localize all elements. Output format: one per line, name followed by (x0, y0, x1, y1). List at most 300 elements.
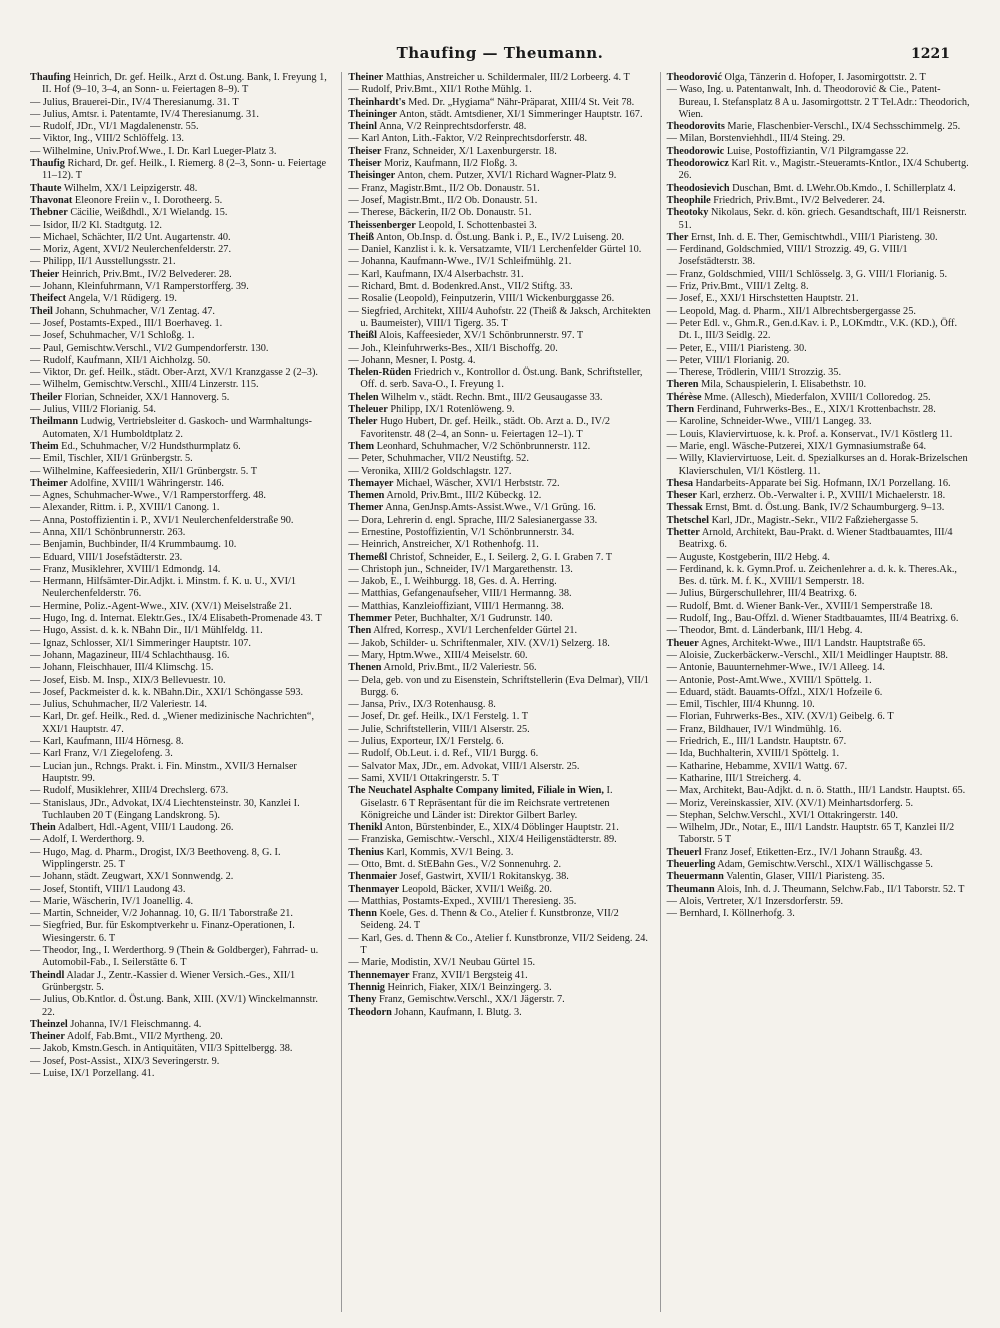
entry-details: Heinrich, Fiaker, XIX/1 Beinzingerg. 3. (384, 981, 552, 993)
directory-entry (30, 109, 333, 121)
entry-details: — Julius, Bürgerschullehrer, III/4 Beatrixg. 6. (666, 588, 857, 600)
entry-details: — Theodor, Ing., I. Werderthorg. 9 (Thein & Goldberger), Fahrrad- u. Automobil-Fab., I. Seilerstätte 6. T (30, 945, 319, 969)
entry-details: Alfred, Korresp., XVI/1 Lerchenfelder Gürtel 21. (371, 625, 578, 637)
entry-details: Arnold, Priv.Bmt., II/2 Valeriestr. 56. (381, 662, 537, 674)
directory-entry (348, 552, 651, 564)
entry-details: — Franz, Goldschmied, VIII/1 Schlösselg. 3, G. VIII/1 Florianig. 5. (666, 268, 948, 280)
entry-surname: Thebner (30, 207, 68, 219)
directory-entry (667, 207, 970, 232)
directory-entry (30, 379, 333, 391)
directory-entry (348, 724, 651, 736)
entry-details: — Theodor, Bmt. d. Länderbank, III/1 Hebg. 4. (666, 625, 863, 637)
directory-entry (30, 638, 333, 650)
entry-details: — Otto, Bmt. d. StEBahn Ges., V/2 Sonnenuhrg. 2. (348, 859, 562, 870)
directory-entry (348, 109, 651, 121)
entry-details: Handarbeits-Apparate bei Sig. Hofmann, IX/1 Porzellang. 16. (692, 477, 951, 489)
directory-entry (30, 466, 333, 478)
entry-details: — Josef, Dr. gef. Heilk., IX/1 Ferstelg. 1. T (348, 711, 529, 723)
entry-details: — Peter, Schuhmacher, VII/2 Neustiftg. 52. (348, 453, 529, 465)
directory-entry (348, 675, 651, 700)
directory-entry (667, 121, 970, 133)
entry-details: Mme. (Allesch), Miederfalon, XVIII/1 Colloredog. 25. (701, 391, 931, 403)
entry-details: Anton, Bürstenbinder, E., XIX/4 Döblinger Hauptstr. 21. (382, 822, 619, 834)
directory-entry (667, 232, 970, 244)
entry-surname: Thetter (666, 526, 700, 538)
directory-entry (30, 822, 333, 834)
directory-entry (348, 330, 651, 342)
directory-entry (30, 244, 333, 256)
entry-details: Karl Rit. v., Magistr.-Steueramts-Kntlor., IX/4 Schubertg. 26. (678, 158, 969, 182)
directory-entry (348, 502, 651, 514)
directory-entry (667, 441, 970, 453)
directory-entry (667, 724, 970, 736)
entry-surname: Themen (348, 490, 385, 502)
directory-entry (30, 72, 333, 97)
entry-details: — Christoph jun., Schneider, IV/1 Margarethenstr. 13. (348, 563, 573, 575)
directory-entry (667, 379, 970, 391)
directory-entry (348, 896, 651, 908)
entry-details: — Peter, E., VIII/1 Piaristeng. 30. (666, 342, 807, 354)
directory-entry (348, 601, 651, 613)
directory-entry (348, 847, 651, 859)
entry-surname: Theiner (348, 72, 384, 83)
entry-details: — Rudolf, Priv.Bmt., XII/1 Rothe Mühlg. 1. (348, 84, 532, 96)
directory-entry (348, 355, 651, 367)
directory-entry (348, 97, 651, 109)
entry-surname: Ther (666, 231, 689, 243)
entry-details: Aladar J., Zentr.-Kassier d. Wiener Versich.-Ges., XII/1 Grünbergstr. 5. (42, 969, 296, 993)
directory-entry (30, 293, 333, 305)
entry-details: — Philipp, II/1 Ausstellungsstr. 21. (30, 256, 176, 268)
entry-details: — Ida, Buchhalterin, XVIII/1 Spöttelg. 1. (666, 748, 840, 760)
directory-entry (348, 638, 651, 650)
directory-entry (30, 269, 333, 281)
entry-details: — Josef, Post-Assist., XIX/3 Severingerstr. 9. (30, 1055, 220, 1067)
directory-entry (348, 650, 651, 662)
directory-entry (30, 687, 333, 699)
entry-details: Franz Josef, Etiketten-Erz., IV/1 Johann Straußg. 43. (701, 846, 923, 858)
entry-details: — Jakob, Schilder- u. Schriftenmaler, XIV. (XV/1) Selzerg. 18. (348, 637, 610, 649)
entry-surname: Thenikl (348, 822, 383, 834)
directory-entry (348, 232, 651, 244)
entry-details: Karl, erzherz. Ob.-Verwalter i. P., XVIII/1 Michaelerstr. 18. (696, 490, 946, 502)
entry-surname: Theodorn (348, 1006, 392, 1018)
directory-entry (348, 490, 651, 502)
entry-details: Philipp, IX/1 Rotenlöweng. 9. (387, 404, 515, 416)
entry-surname: Theuer (666, 637, 699, 649)
entry-details: Heinrich, Priv.Bmt., IV/2 Belvederег. 28. (59, 268, 232, 280)
directory-entry (30, 1031, 333, 1043)
directory-entry (667, 588, 970, 600)
entry-surname: Theinzel (30, 1018, 68, 1030)
directory-entry (667, 367, 970, 379)
directory-entry (30, 392, 333, 404)
entry-details: — Mary, Hptm.Wwe., XIII/4 Meiselstr. 60. (348, 649, 528, 661)
entry-details: — Daniel, Kanzlist i. k. k. Versatzamte, VII/1 Lerchenfelder Gürtel 10. (348, 244, 642, 256)
entry-details: Florian, Schneider, XX/1 Hannoverg. 5. (62, 391, 230, 403)
entry-details: — Marie, engl. Wäsche-Putzerei, XIX/1 Gymnasiumstraße 64. (666, 440, 927, 452)
directory-entry (667, 343, 970, 355)
directory-entry (348, 170, 651, 182)
entry-details: Arnold, Architekt, Bau-Prakt. d. Wiener Stadtbauamtes, III/4 Beatrixg. 6. (678, 526, 953, 551)
entry-details: — Wilhelm, Gemischtw.Verschl., XIII/4 Linzerstr. 115. (30, 379, 259, 391)
entry-surname: Them (348, 440, 375, 452)
directory-entry (348, 441, 651, 453)
entry-surname: Theier (30, 268, 60, 280)
entry-details: Angela, V/1 Rüdigerg. 19. (66, 293, 177, 305)
entry-details: Arnold, Priv.Bmt., III/2 Kübeckg. 12. (384, 490, 542, 502)
entry-details: — Peter Edl. v., Ghm.R., Gen.d.Kav. i. P., LOKmdtr., V.K. (KD.), Öff. Dt. I., III/3 Seidlg. 22. (666, 317, 958, 342)
entry-details: — Julius, Amtsr. i. Patentamte, IV/4 Theresianumg. 31. (30, 108, 259, 120)
directory-entry (667, 884, 970, 896)
entry-surname: Theren (666, 379, 699, 391)
entry-details: — Karl Anton, Lith.-Faktor, V/2 Reinprechtsdorferstr. 48. (348, 133, 588, 145)
directory-entry (348, 785, 651, 822)
entry-details: Adolf, Fab.Bmt., VII/2 Myrtheng. 20. (64, 1031, 223, 1043)
directory-entry (667, 773, 970, 785)
entry-details: — Eduard, VIII/1 Josefstädterstr. 23. (30, 551, 183, 563)
directory-entry (348, 207, 651, 219)
directory-entry (667, 650, 970, 662)
directory-entry (667, 429, 970, 441)
entry-surname: Theodosievich (666, 182, 730, 194)
directory-entry (667, 798, 970, 810)
entry-details: — Sami, XVII/1 Ottakringerstr. 5. T (348, 772, 499, 784)
entry-details: — Karl, Kaufmann, III/4 Hörnesg. 8. (30, 736, 184, 748)
directory-entry (30, 613, 333, 625)
directory-entry (348, 994, 651, 1006)
directory-entry (348, 1007, 651, 1019)
entry-details: Karl, JDr., Magistr.-Sekr., VII/2 Faßziehergasse 5. (709, 514, 919, 526)
entry-details: — Johann, Mesner, I. Postg. 4. (348, 354, 476, 366)
directory-entry (667, 748, 970, 760)
directory-entry (348, 343, 651, 355)
directory-entry (348, 748, 651, 760)
entry-surname: Theininger (348, 108, 397, 120)
directory-entry (348, 662, 651, 674)
column-right (660, 72, 970, 1312)
directory-entry (667, 896, 970, 908)
entry-surname: Thennemayer (348, 969, 410, 981)
entry-surname: Theiner (30, 1031, 65, 1043)
entry-surname: Theuerl (666, 846, 702, 858)
directory-entry (30, 576, 333, 601)
entry-surname: Theodorowic (666, 145, 725, 157)
entry-details: — Julius, Exporteur, IX/1 Ferstelg. 6. (348, 736, 504, 748)
entry-details: — Alois, Vertreter, X/1 Inzersdorferstr. 59. (666, 895, 844, 907)
entry-details: Johann, Kaufmann, I. Blutg. 3. (391, 1006, 522, 1018)
entry-details: — Ernestine, Postoffizientin, V/1 Schönbrunnerstr. 34. (348, 526, 575, 538)
directory-entry (667, 564, 970, 589)
directory-entry (30, 343, 333, 355)
entry-surname: Theler (348, 416, 378, 428)
entry-details: — Hermine, Poliz.-Agent-Wwe., XIV. (XV/1) Meiselstraße 21. (30, 600, 292, 612)
entry-details: Franz, XVII/1 Bergsteig 41. (409, 969, 528, 981)
directory-entry (30, 748, 333, 760)
directory-entry (348, 859, 651, 871)
directory-entry (667, 613, 970, 625)
directory-entry (667, 785, 970, 797)
directory-entry (348, 220, 651, 232)
entry-details: Wilhelm v., städt. Rechn. Bmt., III/2 Geusaugasse 33. (378, 391, 603, 403)
directory-entry (348, 884, 651, 896)
entry-surname: Theumann (666, 883, 715, 895)
directory-entry (348, 195, 651, 207)
entry-surname: Theindl (30, 969, 65, 981)
entry-details: — Emil, Tischler, III/4 Khunng. 10. (666, 699, 815, 711)
directory-entry (30, 256, 333, 268)
directory-entry (667, 810, 970, 822)
directory-entry (667, 355, 970, 367)
entry-surname: Theinl (348, 121, 377, 133)
directory-entry (348, 121, 651, 133)
entry-details: — Johann, städt. Zeugwart, XX/1 Sonnwendg. 2. (30, 871, 234, 883)
page-number: 1221 (911, 46, 950, 62)
entry-details: Christof, Schneider, E., I. Seilerg. 2, G. I. Graben 7. T (387, 551, 613, 563)
directory-entry (348, 933, 651, 958)
directory-entry (30, 416, 333, 441)
entry-details: — Waso, Ing. u. Patentanwalt, Inh. d. Theodorović & Cie., Patent-Bureau, I. Stefansplatz 8 A u. Jasomirgottstr. 2 T Tel.Adr.: Theodorich, Wien. (666, 84, 970, 120)
directory-entry (348, 699, 651, 711)
entry-details: — Josef, Stontift, VIII/1 Laudong 43. (30, 883, 186, 895)
directory-entry (348, 564, 651, 576)
entry-details: Richard, Dr. gef. Heilk., I. Riemerg. 8 (2–3, Sonn- u. Feiertage 11–12). T (42, 158, 327, 182)
entry-details: Eleonore Freiin v., I. Dorotheerg. 5. (72, 194, 223, 206)
entry-details: Josef, Gastwirt, XVII/1 Rokitanskyg. 38. (396, 871, 569, 883)
entry-surname: Theodorović (666, 72, 722, 83)
entry-details: — Rudolf, JDr., VI/1 Magdalenenstr. 55. (30, 121, 199, 133)
directory-entry (667, 638, 970, 650)
entry-details: — Antonie, Bauunternehmer-Wwe., IV/1 Alleeg. 14. (666, 662, 885, 674)
directory-entry (30, 675, 333, 687)
entry-details: — Eduard, städt. Bauamts-Offzl., XIX/1 Hofzeile 6. (666, 686, 883, 698)
directory-entry (30, 220, 333, 232)
entry-surname: Thenmaier (348, 871, 397, 883)
entry-surname: Theodorowicz (666, 158, 729, 170)
entry-details: — Wilhelmine, Kaffeesiederin, XII/1 Grünbergstr. 5. T (30, 465, 258, 477)
entry-details: Ed., Schuhmacher, V/2 Hundsthurmplatz 6. (58, 440, 241, 452)
directory-entry (348, 773, 651, 785)
entry-details: — Bernhard, I. Köllnerhofg. 3. (666, 908, 795, 920)
entry-surname: Theinhardt's (348, 96, 406, 108)
directory-entry (30, 502, 333, 514)
entry-details: — Rudolf, Ing., Bau-Offzl. d. Wiener Stadtbauamtes, III/4 Beatrixg. 6. (666, 613, 959, 625)
directory-entry (30, 318, 333, 330)
entry-details: Leopold, I. Schottenbastei 3. (415, 219, 537, 231)
entry-surname: Thenius (348, 846, 384, 858)
entry-details: Valentin, Glaser, VIII/1 Piaristeng. 35. (723, 871, 885, 883)
entry-details: — Franz, Musiklehrer, XVIII/1 Edmondg. 14. (30, 563, 221, 575)
directory-entry (30, 662, 333, 674)
entry-surname: Thenmayer (348, 883, 400, 895)
directory-entry (348, 515, 651, 527)
entry-details: — Luise, IX/1 Porzellang. 41. (30, 1068, 155, 1080)
entry-details: — Isidor, II/2 Kl. Stadtgutg. 12. (30, 219, 163, 231)
entry-details: Hugo Hubert, Dr. gef. Heilk., städt. Ob. Arzt a. D., IV/2 Favoritenstr. 48 (2–4, an Sonn- u. Feiertagen 12–1). T (360, 416, 610, 440)
entry-surname: Theifect (30, 293, 67, 305)
entry-surname: Theißl (348, 330, 377, 342)
directory-entry (348, 539, 651, 551)
entry-surname: Thetschel (666, 514, 709, 526)
entry-details: Heinrich, Dr. gef. Heilk., Arzt d. Öst.ung. Bank, I. Freyung 1, II. Hof (9–10, 3–4, an Sonn- u. Feiertagen 8–9). T (42, 72, 327, 96)
entry-details: — Franz, Magistr.Bmt., II/2 Ob. Donaustr. 51. (348, 182, 540, 194)
entry-surname: Themmer (348, 613, 392, 625)
entry-details: — Karl Franz, V/1 Ziegelofeng. 3. (30, 748, 173, 760)
entry-details: — Viktor, Dr. gef. Heilk., städt. Ober-Arzt, XV/1 Kranzgasse 2 (2–3). (30, 367, 318, 379)
directory-entry (348, 625, 651, 637)
entry-details: Luise, Postoffiziantin, V/1 Pilgramgasse 22. (724, 145, 909, 157)
running-title: Thaufing — Theumann. (396, 44, 604, 62)
entry-surname: Thesa (666, 477, 693, 489)
directory-entry (348, 392, 651, 404)
entry-details: — Dela, geb. von und zu Eisenstein, Schriftstellerin (Eva Delmar), VII/1 Burgg. 6. (348, 674, 649, 698)
entry-details: Anton, Ob.Insp. d. Öst.ung. Bank i. P., E., IV/2 Luiseng. 20. (374, 231, 625, 243)
directory-entry (667, 416, 970, 428)
entry-surname: Theiser (348, 158, 382, 170)
entry-details: — Hugo, Assist. d. k. k. NBahn Dir., II/1 Mühlfeldg. 11. (30, 625, 263, 637)
directory-entry (348, 84, 651, 96)
directory-entry (348, 416, 651, 441)
directory-entry (30, 847, 333, 872)
entry-surname: Theimer (30, 477, 68, 489)
directory-entry (667, 601, 970, 613)
entry-details: Agnes, Architekt-Wwe., III/1 Landstr. Hauptstraße 65. (698, 637, 926, 649)
directory-entry (667, 133, 970, 145)
entry-details: — Julius, VIII/2 Florianig. 54. (30, 404, 156, 416)
entry-details: — Richard, Bmt. d. Bodenkred.Anst., VII/2 Stiftg. 33. (348, 281, 573, 293)
entry-details: Franz, Schneider, X/1 Laxenburgerstr. 18. (381, 145, 557, 157)
entry-details: — Rudolf, Musiklehrer, XIII/4 Drechslerg. 673. (30, 785, 229, 797)
entry-details: — Julius, Schuhmacher, II/2 Valeriestr. 14. (30, 699, 207, 711)
directory-entry (30, 785, 333, 797)
entry-details: — Anna, XII/1 Schönbrunnerstr. 263. (30, 526, 186, 538)
entry-details: — Therese, Trödlerin, VIII/1 Strozzig. 35. (666, 367, 842, 379)
entry-details: — Antonie, Post-Amt.Wwe., XVIII/1 Spöttelg. 1. (666, 674, 872, 686)
entry-details: I. Giselastr. 6 T Repräsentant für die im Reichsrate vertretenen Königreiche und Länder ist: Direktor Gilbert Barley. (360, 785, 613, 821)
entry-details: Friedrich, Priv.Bmt., IV/2 Belvederег. 24. (710, 194, 885, 206)
entry-details: Matthias, Anstreicher u. Schildermaler, III/2 Lorbeerg. 4. T (383, 72, 630, 83)
directory-entry (30, 908, 333, 920)
directory-entry (348, 367, 651, 392)
entry-details: — Hugo, Mag. d. Pharm., Drogist, IX/3 Beethoveng. 8, G. I. Wipplingerstr. 25. T (30, 846, 281, 870)
directory-entry (348, 293, 651, 305)
directory-entry (30, 601, 333, 613)
directory-columns (30, 72, 970, 1312)
entry-surname: Theuermann (666, 871, 724, 883)
entry-details: — Franz, Bildhauer, IV/1 Windmühlg. 16. (666, 723, 842, 735)
entry-details: — Peter, VIII/1 Florianig. 20. (666, 354, 790, 366)
directory-entry (30, 404, 333, 416)
entry-surname: Theodorovits (666, 121, 725, 133)
entry-details: — Johanna, Kaufmann-Wwe., IV/1 Schleifmühlg. 21. (348, 256, 572, 268)
directory-entry (667, 515, 970, 527)
entry-details: — Jansa, Priv., IX/3 Rotenhausg. 8. (348, 699, 496, 711)
entry-details: Leopold, Bäcker, XVII/1 Weißg. 20. (399, 883, 552, 895)
entry-details: Franz, Gemischtw.Verschl., XX/1 Jägerstr. 7. (376, 994, 565, 1006)
entry-details: — Matthias, Postamts-Exped., XVIII/1 Theresieng. 35. (348, 895, 577, 907)
entry-details: — Matthias, Kanzleioffiziant, VIII/1 Hermanng. 38. (348, 600, 564, 612)
directory-entry (667, 453, 970, 478)
directory-entry (348, 822, 651, 834)
entry-surname: Theilmann (30, 416, 79, 428)
directory-entry (30, 871, 333, 883)
entry-details: Nikolaus, Sekr. d. kön. griech. Gesandtschaft, III/1 Reisnerstr. 51. (678, 207, 967, 231)
directory-entry (30, 232, 333, 244)
directory-entry (667, 675, 970, 687)
entry-surname: Themeßl (348, 551, 388, 563)
entry-surname: Thennig (348, 981, 385, 993)
entry-details: Ferdinand, Fuhrwerks-Bes., E., XIX/1 Krottenbachstr. 28. (694, 404, 936, 416)
directory-entry (348, 613, 651, 625)
entry-surname: Theny (348, 994, 377, 1006)
entry-details: — Karl, Ges. d. Thenn & Co., Atelier f. Kunstbronze, VII/2 Seideng. 24. T (348, 932, 648, 957)
entry-details: Ludwig, Vertriebsleiter d. Gaskoch- und Warmhaltungs-Automaten, X/1 Humboldtplatz 2. (42, 416, 312, 440)
directory-entry (667, 871, 970, 883)
directory-entry (667, 318, 970, 343)
entry-details: — Paul, Gemischtw.Verschl., VI/2 Gumpendorferstr. 130. (30, 342, 269, 354)
directory-entry (30, 970, 333, 995)
entry-details: — Hermann, Hilfsämter-Dir.Adjkt. i. Minstm. f. K. u. U., XVI/1 Neulerchenfelderstr. 76. (30, 576, 297, 600)
entry-details: — Benjamin, Buchbinder, II/4 Krummbaumg. 10. (30, 539, 237, 551)
entry-surname: Thelen (348, 391, 379, 403)
entry-details: — Wilhelmine, Univ.Prof.Wwe., I. Dr. Karl Lueger-Platz 3. (30, 145, 277, 157)
directory-entry (30, 625, 333, 637)
entry-surname: Thenen (348, 662, 382, 674)
entry-details: — Marie, Modistin, XV/1 Neubau Gürtel 15. (348, 957, 536, 969)
directory-entry (667, 183, 970, 195)
entry-details: — Dora, Lehrerin d. engl. Sprache, III/2 Salesianergasse 33. (348, 514, 598, 526)
entry-details: — Jakob, Kmstn.Gesch. in Antiquitäten, VII/3 Spittelbergg. 38. (30, 1043, 293, 1055)
entry-surname: Theiler (30, 391, 63, 403)
directory-entry (667, 687, 970, 699)
entry-surname: Thaute (30, 182, 62, 194)
directory-entry (348, 908, 651, 933)
entry-details: — Anna, Postoffizientin i. P., XVI/1 Neulerchenfelderstraße 90. (30, 514, 294, 526)
directory-entry (348, 478, 651, 490)
entry-details: — Julie, Schriftstellerin, VIII/1 Alserstr. 25. (348, 723, 530, 735)
entry-surname: Thaufing (30, 72, 71, 83)
directory-entry (667, 502, 970, 514)
directory-entry (667, 306, 970, 318)
entry-details: — Rosalie (Leopold), Feinputzerin, VIII/1 Wickenburggasse 26. (348, 293, 615, 305)
entry-details: Cäcilie, Weißdhdl., X/1 Wielandg. 15. (67, 207, 228, 219)
entry-surname: Thein (30, 822, 56, 834)
entry-details: — Leopold, Mag. d. Pharm., XII/1 Albrechtsbergergasse 25. (666, 305, 916, 317)
directory-entry (667, 72, 970, 84)
entry-surname: Then (348, 625, 372, 637)
entry-details: — Agnes, Schuhmacher-Wwe., V/1 Ramperstorfferg. 48. (30, 490, 266, 502)
directory-entry (667, 699, 970, 711)
entry-details: Duschan, Bmt. d. LWehr.Ob.Kmdo., I. Schillerplatz 4. (729, 182, 956, 194)
entry-surname: Themayer (348, 477, 394, 489)
entry-surname: Theiser (348, 145, 382, 157)
entry-details: Koele, Ges. d. Thenn & Co., Atelier f. Kunstbronze, VII/2 Seideng. 24. T (360, 908, 619, 932)
directory-entry (348, 281, 651, 293)
directory-entry (667, 552, 970, 564)
directory-entry (667, 158, 970, 183)
entry-details: — Josef, Postamts-Exped., III/1 Boerhaveg. 1. (30, 317, 223, 329)
entry-details: — Martin, Schneider, V/2 Johannag. 10, G. II/1 Taborstraße 21. (30, 908, 294, 920)
entry-details: — Heinrich, Anstreicher, X/1 Rothenhofg. 11. (348, 539, 539, 551)
directory-entry (30, 183, 333, 195)
directory-entry (30, 564, 333, 576)
page-header (0, 44, 1000, 70)
entry-details: — Moriz, Vereinskassier, XIV. (XV/1) Meinhartsdorferg. 5. (666, 797, 914, 809)
directory-entry (348, 761, 651, 773)
directory-entry (667, 711, 970, 723)
directory-entry (30, 994, 333, 1019)
column-middle (341, 72, 651, 1312)
